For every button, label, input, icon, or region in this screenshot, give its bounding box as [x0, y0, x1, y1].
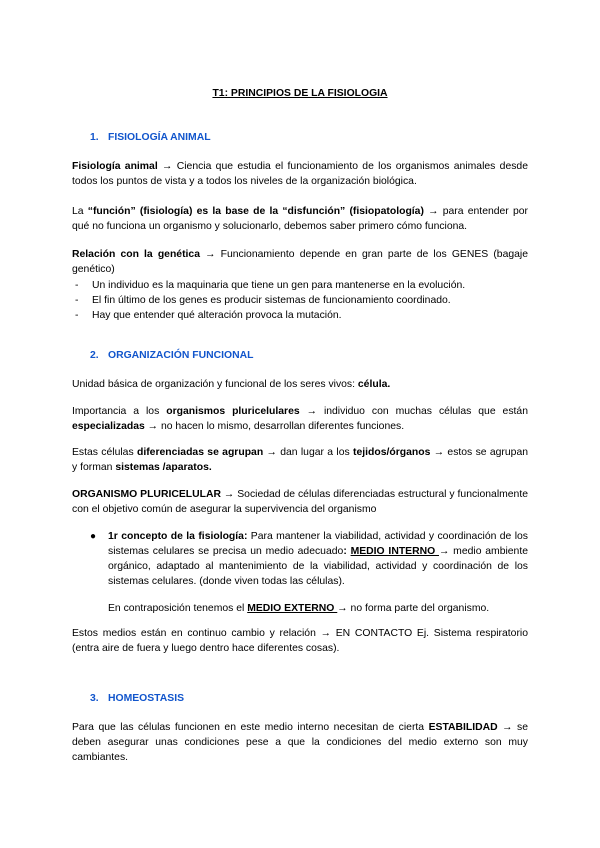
list-item-text: Hay que entender qué alteración provoca la mutación.: [92, 310, 342, 321]
section-number: 2.: [90, 350, 99, 361]
text-fragment: → Sociedad de células diferenciadas estructural y funcionalmente con el objetivo común de asegurar la supervivencia del organismo: [72, 489, 529, 515]
paragraph-genetica: [72, 247, 528, 323]
text-fragment: → no hacen lo mismo, desarrollan diferentes funciones.: [144, 421, 405, 432]
term-relacion-genetica: Relación con la genética: [72, 249, 200, 260]
bullet-text: [108, 529, 528, 616]
term-tejidos-organos: tejidos/órganos: [353, 447, 431, 458]
dash-marker: -: [75, 295, 79, 306]
paragraph-diferenciadas: [72, 445, 528, 475]
term-sistemas-aparatos: sistemas /aparatos.: [115, 462, 212, 473]
text-fragment: En contraposición tenemos el: [108, 603, 248, 614]
term-medio-externo: MEDIO EXTERNO: [247, 603, 338, 614]
list-item-text: El fin último de los genes es producir sistemas de funcionamiento coordinado.: [92, 295, 451, 306]
document-title: T1: PRINCIPIOS DE LA FISIOLOGIA: [212, 88, 388, 99]
text-fragment: → dan lugar a los: [263, 447, 353, 458]
paragraph-contraposicion: [108, 601, 528, 616]
term-diferenciadas: diferenciadas se agrupan: [136, 447, 264, 458]
text-fragment: → medio ambiente orgánico, adaptado al mantenimiento de la viabilidad, actividad y coordinación de los sistemas celulares. (donde viven todas las células).: [108, 546, 529, 587]
section-label: FISIOLOGÍA ANIMAL: [108, 132, 211, 143]
paragraph-organismo-pluricelular: [72, 487, 528, 517]
term-medio-interno: MEDIO INTERNO: [350, 546, 439, 557]
section-label: ORGANIZACIÓN FUNCIONAL: [108, 350, 254, 361]
list-item: [72, 278, 528, 293]
paragraph-funcion: [72, 204, 528, 234]
text-fragment: Para que las células funcionen en este medio interno necesitan de cierta: [72, 722, 429, 733]
paragraph-medios: Estos medios están en continuo cambio y relación → EN CONTACTO Ej. Sistema respiratorio (entra aire de fuera y luego dentro hace diferentes cosas).: [72, 628, 528, 654]
paragraph-unidad-basica: [72, 377, 528, 392]
paragraph-fisiologia-animal: [72, 159, 528, 189]
text-fragment: La: [72, 206, 88, 217]
text-fragment: :: [343, 546, 351, 557]
text-fragment: → se deben asegurar unas condiciones pese a que la condiciones del medio externo son muy cambiantes.: [72, 722, 529, 763]
text-fragment: → Funcionamiento depende en gran parte de los GENES (bagaje genético): [72, 249, 528, 275]
term-organismos-pluricelulares: organismos pluricelulares: [166, 406, 300, 417]
term-funcion-disfuncion: “función” (fisiología) es la base de la “disfunción” (fisiopatología): [87, 206, 424, 217]
section-heading-2: [90, 350, 253, 361]
section-heading-3: [90, 693, 184, 704]
term-primer-concepto: 1r concepto de la fisiología:: [108, 531, 248, 542]
text-fragment: Para mantener la viabilidad, actividad y coordinación de los sistemas celulares se precisa un medio adecuado: [108, 531, 528, 557]
dash-marker: -: [75, 280, 79, 291]
section-number: 1.: [90, 132, 99, 143]
list-item: [72, 308, 528, 323]
term-fisiologia-animal: Fisiología animal: [72, 161, 158, 172]
text-fragment: Importancia a los: [72, 406, 167, 417]
list-item: [72, 293, 528, 308]
text-fragment: Unidad básica de organización y funcional de los seres vivos:: [72, 379, 358, 390]
list-item-text: Un individuo es la maquinaria que tiene un gen para mantenerse en la evolución.: [92, 280, 466, 291]
term-especializadas: especializadas: [72, 421, 145, 432]
paragraph-estabilidad: [72, 720, 528, 765]
text-fragment: → estos se agrupan y forman: [72, 447, 528, 473]
term-organismo-pluricelular: ORGANISMO PLURICELULAR: [72, 489, 221, 500]
text-fragment: → individuo con muchas células que están: [299, 406, 528, 417]
text-fragment: Estas células: [72, 447, 137, 458]
text-fragment: → para entender por qué no funciona un organismo y solucionarlo, debemos saber primero cómo funciona.: [72, 206, 528, 232]
dash-list: [72, 278, 528, 323]
dash-marker: -: [75, 310, 79, 321]
section-label: HOMEOSTASIS: [108, 693, 185, 704]
bullet-item-concepto: [90, 529, 528, 616]
paragraph-pluricelulares: [72, 404, 528, 434]
term-estabilidad: ESTABILIDAD: [428, 722, 498, 733]
section-number: 3.: [90, 693, 99, 704]
bullet-dot-icon: ●: [90, 531, 97, 542]
text-fragment: → no forma parte del organismo.: [337, 603, 490, 614]
term-celula: célula.: [357, 379, 391, 390]
section-heading-1: [90, 132, 211, 143]
definition-text: → Ciencia que estudia el funcionamiento de los organismos animales desde todos los puntos de vista y a todos los niveles de la organización biológica.: [72, 161, 528, 187]
